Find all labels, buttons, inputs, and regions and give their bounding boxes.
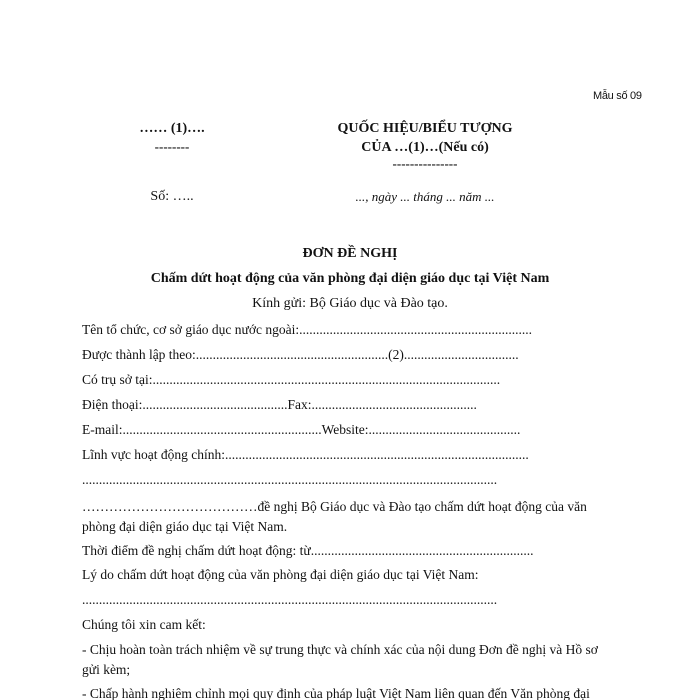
field-established-under: Được thành lập theo:.........................................................(2)..................................: [82, 347, 519, 362]
org-name-placeholder: …… (1)….: [139, 121, 205, 136]
field-org-name: Tên tổ chức, cơ sở giáo dục nước ngoài:.....................................................................: [82, 322, 532, 337]
commitment-item-2: - Chấp hành nghiêm chỉnh mọi quy định của pháp luật Việt Nam liên quan đến Văn phòng đại: [82, 686, 590, 700]
document-number: Số: …..: [150, 189, 194, 204]
field-phone-fax: Điện thoại:...........................................Fax:.................................................: [82, 397, 477, 412]
field-head-office: Có trụ sở tại:.......................................................................................................: [82, 372, 501, 387]
field-termination-time: Thời điểm đề nghị chấm dứt hoạt động: từ..................................................................: [82, 543, 534, 558]
document-subtitle: Chấm dứt hoạt động của văn phòng đại diện giáo dục tại Việt Nam: [150, 271, 550, 286]
recipient-line: Kính gửi: Bộ Giáo dục và Đào tạo.: [252, 296, 448, 311]
national-emblem-line1: QUỐC HIỆU/BIỂU TƯỢNG: [337, 121, 513, 136]
field-email-website: E-mail:...........................................................Website:.............................................: [82, 422, 521, 437]
commitment-item-1: - Chịu hoàn toàn trách nhiệm về sự trung thực và chính xác của nội dung Đơn đề nghị và Hồ sơ gửi kèm;: [82, 642, 598, 677]
reason-label: Lý do chấm dứt hoạt động của văn phòng đại diện giáo dục tại Việt Nam:: [82, 567, 479, 582]
blank-line-2: ...........................................................................................................................: [82, 592, 498, 607]
field-activity: Lĩnh vực hoạt động chính:..........................................................................................: [82, 447, 529, 462]
commitment-label: Chúng tôi xin cam kết:: [82, 617, 206, 632]
document-title: ĐƠN ĐỀ NGHỊ: [302, 246, 398, 261]
date-line: ..., ngày ... tháng ... năm ...: [355, 189, 495, 204]
national-emblem-line2: CỦA …(1)…(Nếu có): [361, 140, 489, 155]
header-underline: ---------------: [392, 156, 458, 171]
request-paragraph: …………………………………đề nghị Bộ Giáo dục và Đào tạo chấm dứt hoạt động của văn phòng đại diện giáo dục tại Việt Nam.: [82, 499, 587, 534]
org-underline: --------: [154, 139, 190, 154]
blank-line-1: ...........................................................................................................................: [82, 472, 498, 487]
form-code: Mẫu số 09: [593, 90, 642, 102]
